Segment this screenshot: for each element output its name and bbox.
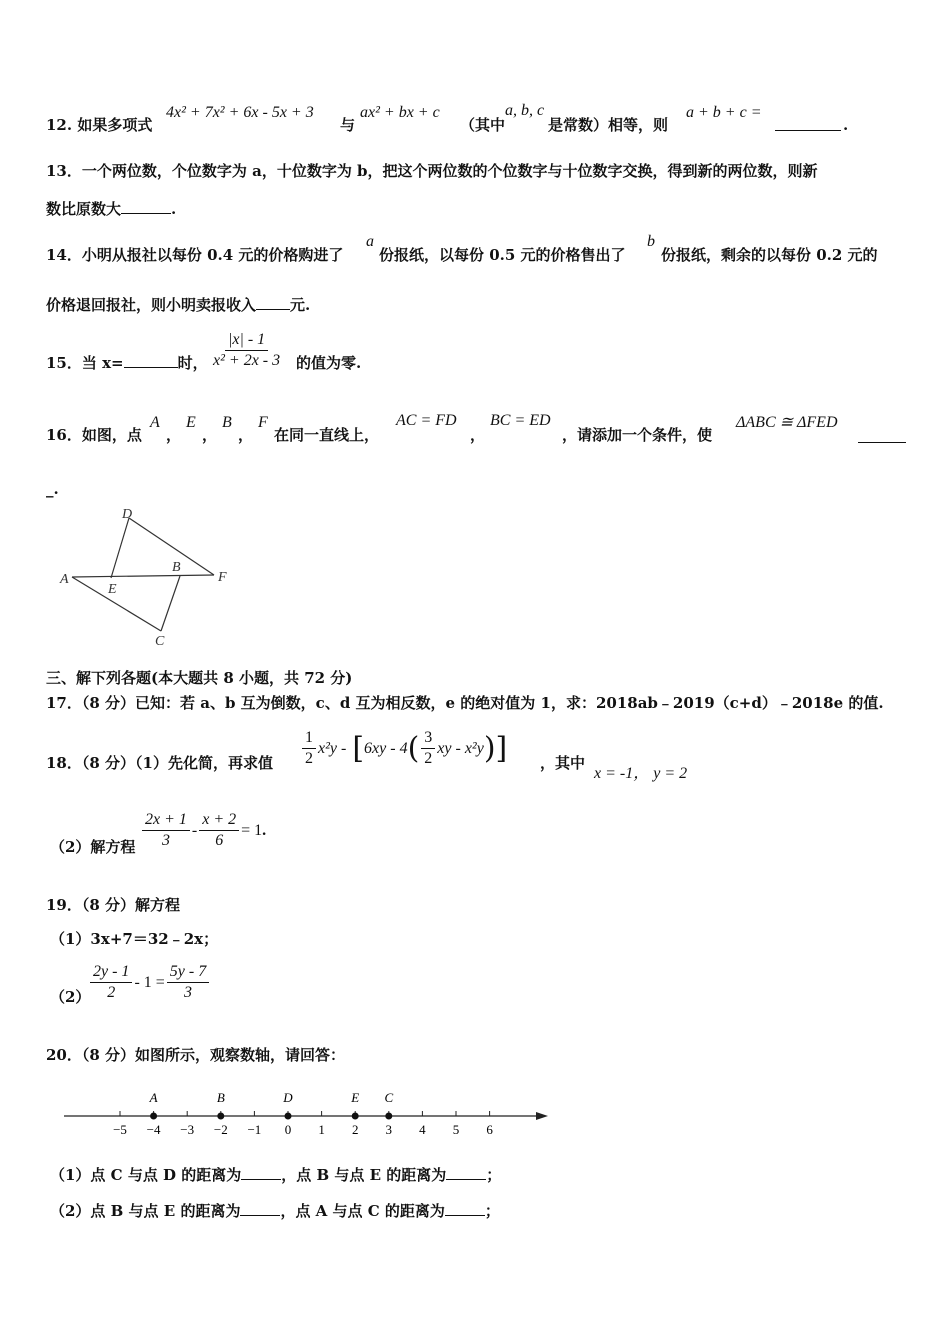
question-13-line2: 数比原数大 .	[46, 200, 177, 218]
q18-expression	[300, 728, 507, 769]
number-line	[56, 1082, 556, 1142]
q18-bracket-open: [	[352, 731, 365, 766]
tick-label: −2	[213, 1122, 228, 1137]
q15-fraction	[208, 330, 285, 371]
q18-half-den: 2	[305, 750, 313, 767]
question-13-line1: 13．一个两位数，个位数字为 a，十位数字为 b，把这个两位数的个位数字与十位数字交换，得到新的两位数，则新	[46, 162, 818, 180]
tick-label: 2	[351, 1122, 359, 1137]
q16-point-B: B	[222, 414, 232, 431]
q13-answer-blank[interactable]	[121, 199, 171, 214]
question-16: 16．如图，点	[46, 426, 142, 444]
tick-label: −4	[146, 1122, 161, 1137]
q14-answer-blank[interactable]	[256, 295, 290, 310]
q18-frac2-den: 2	[424, 750, 433, 767]
q16-point-E: E	[186, 414, 196, 431]
q18-frac2-num: 3	[421, 728, 435, 749]
point-A	[150, 1113, 157, 1120]
question-18: 18．（8 分）（1）先化简，再求值	[46, 754, 273, 772]
q16-line2: _.	[46, 480, 59, 498]
q14-p3: 份报纸，剩余的以每份 0.2 元的	[661, 246, 878, 264]
q16-mid: 在同一直线上，	[274, 426, 380, 444]
fig-label-E: E	[108, 582, 117, 597]
line-DE	[111, 518, 129, 578]
q19-equation	[88, 962, 211, 1003]
q18-eq-frac1-den: 3	[161, 832, 170, 849]
q20-blank-1[interactable]	[241, 1165, 281, 1180]
tick-label: −3	[180, 1122, 195, 1137]
q18-bracket-close: ]	[495, 731, 508, 766]
q19-mid: - 1 =	[134, 973, 165, 991]
fig-label-C: C	[155, 634, 165, 649]
line-AF	[72, 575, 214, 577]
tick-label: 1	[318, 1122, 325, 1137]
q20-answer-1: （1）点 C 与点 D 的距离为 ，点 B 与点 E 的距离为 ；	[50, 1166, 502, 1184]
fig-label-B: B	[172, 560, 181, 575]
q12-answer-blank[interactable]	[775, 114, 841, 131]
q14-p2: 份报纸，以每份 0.5 元的价格售出了	[379, 246, 626, 264]
q16-comma-4: ，	[470, 426, 486, 444]
point-E	[352, 1113, 359, 1120]
q15-denominator: x² + 2x - 3	[213, 352, 281, 369]
q20-blank-3[interactable]	[240, 1201, 280, 1216]
fig-label-A: A	[60, 572, 69, 587]
tick-label: 0	[284, 1122, 292, 1137]
q12-poly1: 4x² + 7x² + 6x - 5x + 3	[166, 104, 314, 121]
q20-answer-2: （2）点 B 与点 E 的距离为 ，点 A 与点 C 的距离为 ；	[50, 1202, 500, 1220]
q18-half-num: 1	[302, 728, 316, 749]
tick-label: −5	[113, 1122, 127, 1137]
q16-comma-2: ，	[202, 426, 218, 444]
q16-geometry-figure	[56, 500, 246, 650]
q16-eq1: AC = FD	[396, 412, 457, 429]
q15-answer-blank[interactable]	[124, 353, 178, 368]
q19-frac2-num: 5y - 7	[167, 962, 209, 983]
tick-label: 3	[385, 1122, 393, 1137]
q19-frac1-num: 2y - 1	[90, 962, 132, 983]
question-19: 19．（8 分）解方程	[46, 896, 181, 914]
q19-frac2-den: 3	[184, 984, 193, 1001]
q18-inner: xy - x²y	[437, 739, 484, 757]
q16-post: ，请添加一个条件，使	[562, 426, 713, 444]
q18-eq-minus: -	[191, 821, 198, 839]
q16-eq2: BC = ED	[490, 412, 551, 429]
question-17: 17．（8 分）已知：若 a、b 互为倒数，c、d 互为相反数，e 的绝对值为 1，求：2018ab﹣2019（c+d）﹣2018e 的值.	[46, 694, 884, 712]
question-14-line2: 价格退回报社，则小明卖报收入 元.	[46, 296, 311, 314]
q19-part1: （1）3x+7＝32﹣2x；	[50, 930, 219, 948]
tick-label: 4	[419, 1122, 426, 1137]
q19-part2: （2）	[50, 988, 91, 1006]
line-CB	[161, 576, 180, 631]
tick-label: 6	[486, 1122, 493, 1137]
section-3-title: 三、解下列各题(本大题共 8 小题，共 72 分)	[46, 669, 353, 687]
q12-expr: a + b + c =	[686, 104, 762, 121]
q16-answer-blank[interactable]	[858, 424, 906, 443]
q15-post: 的值为零.	[296, 354, 362, 372]
q12-vars: a, b, c	[505, 102, 545, 119]
q15-numerator: |x| - 1	[225, 330, 268, 351]
q12-post: 是常数）相等，则	[548, 116, 669, 134]
fig-label-F: F	[218, 570, 227, 585]
q18-paren-open: (	[407, 731, 420, 766]
question-14-line1: 14．小明从报社以每份 0.4 元的价格购进了	[46, 246, 344, 264]
q18-eq-frac1-num: 2x + 1	[142, 810, 190, 831]
point-label-D: D	[283, 1090, 293, 1105]
q18-eq-dot: .	[262, 821, 267, 839]
question-12: 12. 如果多项式	[46, 116, 153, 134]
q18-post: ，其中	[540, 754, 586, 772]
q18-eq-frac2-num: x + 2	[199, 810, 239, 831]
tick-label: 5	[452, 1122, 460, 1137]
q18-eq-rhs: = 1	[241, 821, 263, 839]
point-D	[285, 1113, 292, 1120]
point-C	[385, 1113, 392, 1120]
q18-six: 6xy - 4	[364, 739, 408, 757]
q16-point-A: A	[150, 414, 160, 431]
q16-comma-3: ，	[238, 426, 254, 444]
point-label-C: C	[384, 1090, 394, 1105]
fig-label-D: D	[122, 507, 133, 522]
question-20: 20．（8 分）如图所示，观察数轴，请回答：	[46, 1046, 346, 1064]
q16-comma-1: ，	[166, 426, 182, 444]
q12-paren: （其中	[460, 116, 506, 134]
q16-point-F: F	[258, 414, 268, 431]
q19-frac1-den: 2	[107, 984, 116, 1001]
q18-equation	[140, 810, 266, 851]
q14-var-b: b	[647, 233, 655, 250]
point-label-A: A	[149, 1090, 158, 1105]
point-label-E: E	[351, 1090, 360, 1105]
q18-part2: （2）解方程	[50, 838, 136, 856]
tick-label: −1	[247, 1122, 262, 1137]
q14-var-a: a	[366, 233, 374, 250]
q20-blank-4[interactable]	[445, 1201, 485, 1216]
arrow-icon	[536, 1112, 548, 1120]
point-label-B: B	[216, 1090, 225, 1105]
q18-eq-frac2-den: 6	[215, 832, 224, 849]
question-15: 15．当 x= 时，	[46, 354, 208, 372]
q18-condition: x = -1， y = 2	[594, 765, 688, 782]
q16-congruence: ΔABC ≅ ΔFED	[736, 414, 838, 431]
point-B	[217, 1113, 224, 1120]
q18-x2y: x²y -	[318, 739, 347, 757]
q12-poly2: ax² + bx + c	[360, 104, 440, 121]
q12-end: .	[843, 116, 849, 134]
q20-blank-2[interactable]	[446, 1165, 486, 1180]
q12-mid: 与	[340, 116, 356, 134]
q18-paren-close: )	[483, 731, 496, 766]
